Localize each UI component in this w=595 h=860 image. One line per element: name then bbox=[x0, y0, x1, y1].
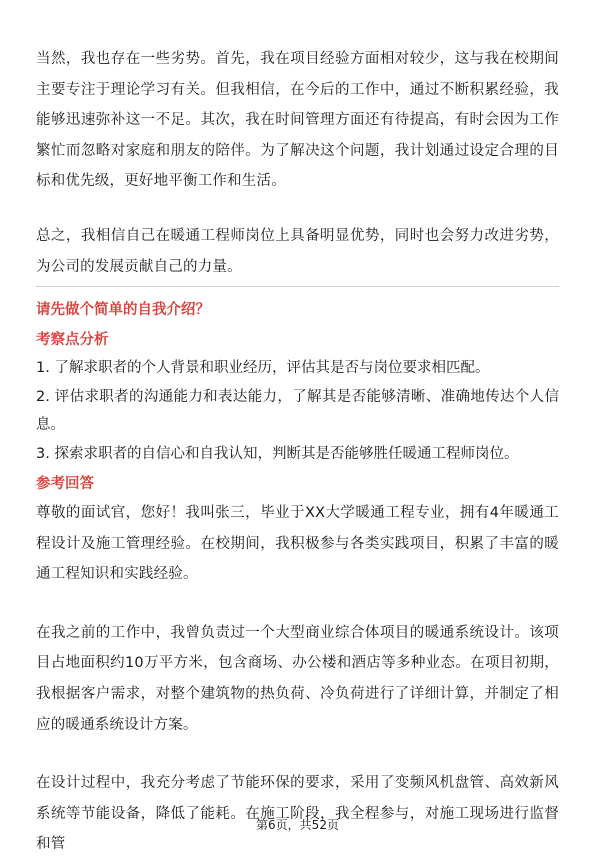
analysis-item-2: 2. 评估求职者的沟通能力和表达能力，了解其是否能够清晰、准确地传达个人信息。 bbox=[36, 388, 559, 433]
answer-heading: 参考回答 bbox=[36, 476, 94, 492]
question-title: 请先做个简单的自我介绍？ bbox=[36, 302, 210, 318]
paragraph-conclusion: 总之，我相信自己在暖通工程师岗位上具备明显优势，同时也会努力改进劣势，为公司的发展贡献自己的力量。 bbox=[36, 227, 559, 275]
answer-paragraph-1: 尊敬的面试官，您好！我叫张三，毕业于XX大学暖通工程专业，拥有4年暖通工程设计及施工管理经验。在校期间，我积极参与各类实践项目，积累了丰富的暖通工程知识和实践经验。 bbox=[36, 505, 559, 583]
analysis-heading: 考察点分析 bbox=[36, 332, 109, 348]
answer-body bbox=[36, 498, 559, 860]
answer-paragraph-3: 在设计过程中，我充分考虑了节能环保的要求，采用了变频风机盘管、高效新风系统等节能设备，降低了能耗。在施工阶段，我全程参与，对施工现场进行监督和管 bbox=[36, 775, 559, 853]
answer-paragraph-2: 在我之前的工作中，我曾负责过一个大型商业综合体项目的暖通系统设计。该项目占地面积约10万平方米，包含商场、办公楼和酒店等多种业态。在项目初期，我根据客户需求，对整个建筑物的热负荷、冷负荷进行了详细计算，并制定了相应的暖通系统设计方案。 bbox=[36, 624, 559, 733]
section-divider bbox=[36, 286, 559, 287]
paragraph-weaknesses: 当然，我也存在一些劣势。首先，我在项目经验方面相对较少，这与我在校期间主要专注于理论学习有关。但我相信，在今后的工作中，通过不断积累经验，我能够迅速弥补这一不足。其次，我在时间管理方面还有待提高，有时会因为工作繁忙而忽略对家庭和朋友的陪伴。为了解决这个问题，我计划通过设定合理的目标和优先级，更好地平衡工作和生活。 bbox=[36, 51, 559, 190]
page-number: 第6页，共52页 bbox=[256, 818, 339, 832]
top-section bbox=[36, 44, 559, 282]
analysis-item-3: 3. 探索求职者的自信心和自我认知，判断其是否能够胜任暖通工程师岗位。 bbox=[36, 445, 519, 462]
question-block bbox=[36, 296, 559, 860]
analysis-item-1: 1. 了解求职者的个人背景和职业经历，评估其是否与岗位要求相匹配。 bbox=[36, 360, 490, 376]
